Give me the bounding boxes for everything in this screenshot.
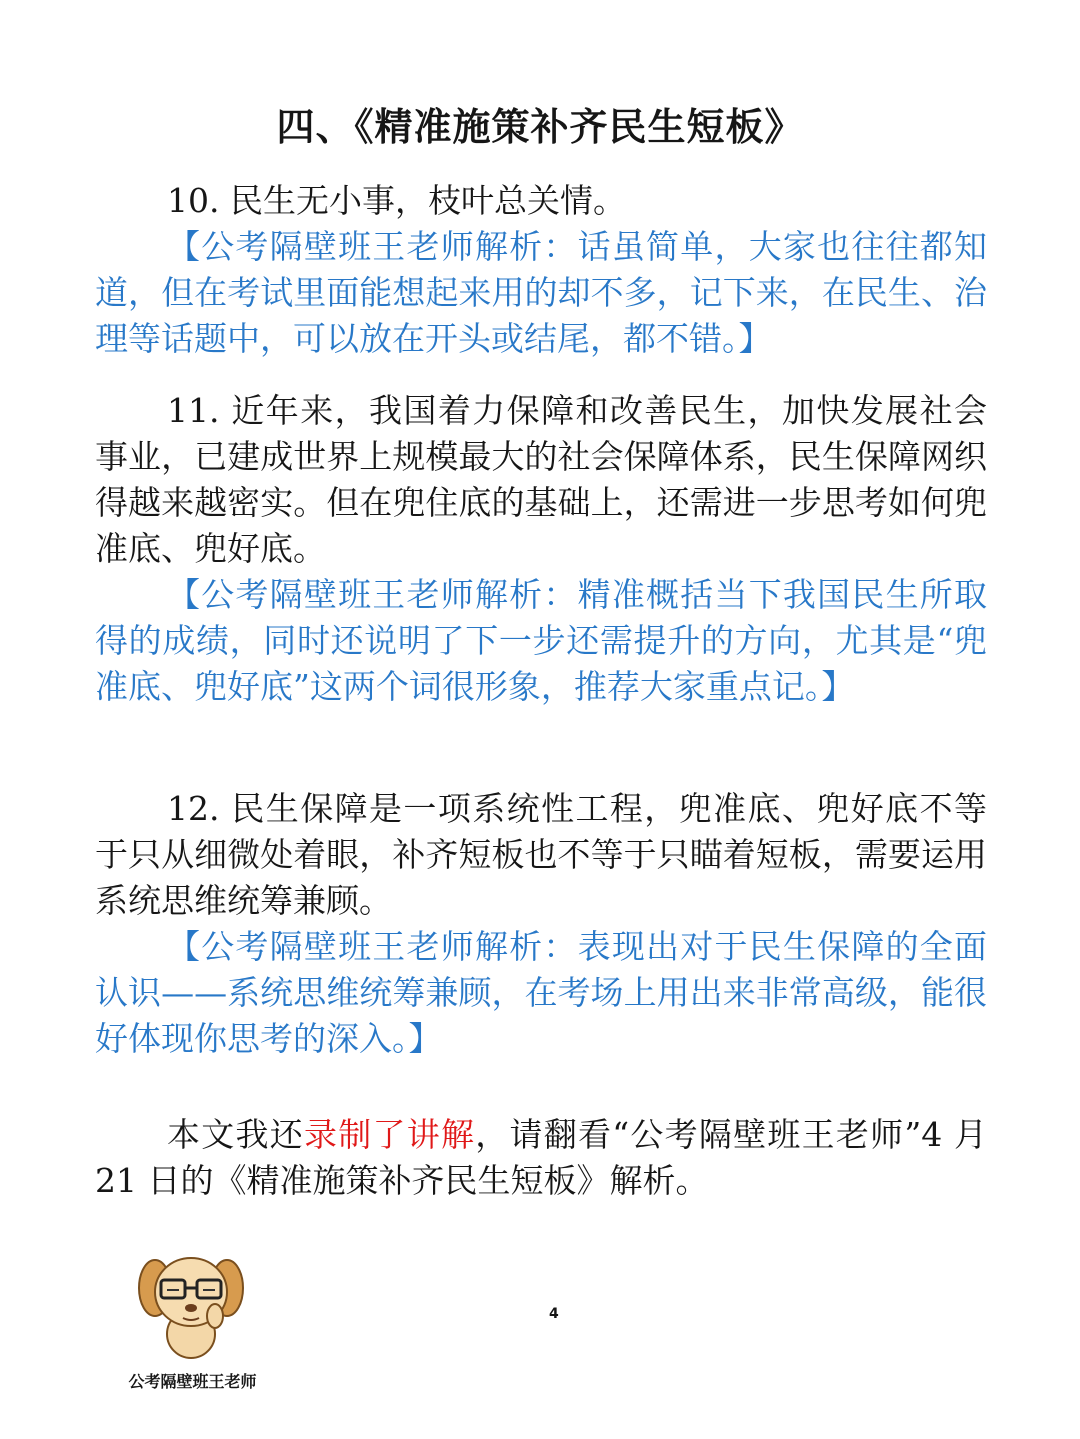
item-text: 10. 民生无小事，枝叶总关情。 bbox=[167, 181, 626, 220]
item-12 bbox=[95, 786, 987, 1062]
dog-with-glasses-icon bbox=[131, 1246, 251, 1366]
item-10 bbox=[95, 178, 987, 362]
brand-label: 公考隔壁班王老师 bbox=[128, 1372, 257, 1391]
page-number: 4 bbox=[549, 1306, 559, 1322]
analysis-note: 【公考隔壁班王老师解析：精准概括当下我国民生所取得的成绩，同时还说明了下一步还需提升的方向，尤其是“兜准底、兜好底”这两个词很形象，推荐大家重点记。】 bbox=[95, 575, 987, 706]
closing-highlight: 录制了讲解 bbox=[304, 1115, 476, 1154]
item-text: 11. 近年来，我国着力保障和改善民生，加快发展社会事业，已建成世界上规模最大的社会保障体系，民生保障网织得越来越密实。但在兜住底的基础上，还需进一步思考如何兜准底、兜好底。 bbox=[95, 391, 987, 568]
analysis-note: 【公考隔壁班王老师解析：表现出对于民生保障的全面认识——系统思维统筹兼顾，在考场上用出来非常高级，能很好体现你思考的深入。】 bbox=[95, 927, 987, 1058]
closing-paragraph bbox=[95, 1112, 987, 1204]
item-text: 12. 民生保障是一项系统性工程，兜准底、兜好底不等于只从细微处着眼，补齐短板也不等于只瞄着短板，需要运用系统思维统筹兼顾。 bbox=[95, 789, 987, 920]
closing-text-end: ，请翻看“公考隔壁班王老师”4 月 21 日的《精准施策补齐民生短板》解析。 bbox=[95, 1115, 988, 1200]
page-title: 四、《精准施策补齐民生短板》 bbox=[276, 105, 804, 149]
analysis-note: 【公考隔壁班王老师解析：话虽简单，大家也往往都知道，但在考试里面能想起来用的却不多，记下来，在民生、治理等话题中，可以放在开头或结尾，都不错。】 bbox=[95, 227, 987, 358]
closing-text-start: 本文我还 bbox=[167, 1115, 305, 1154]
item-11 bbox=[95, 388, 987, 710]
